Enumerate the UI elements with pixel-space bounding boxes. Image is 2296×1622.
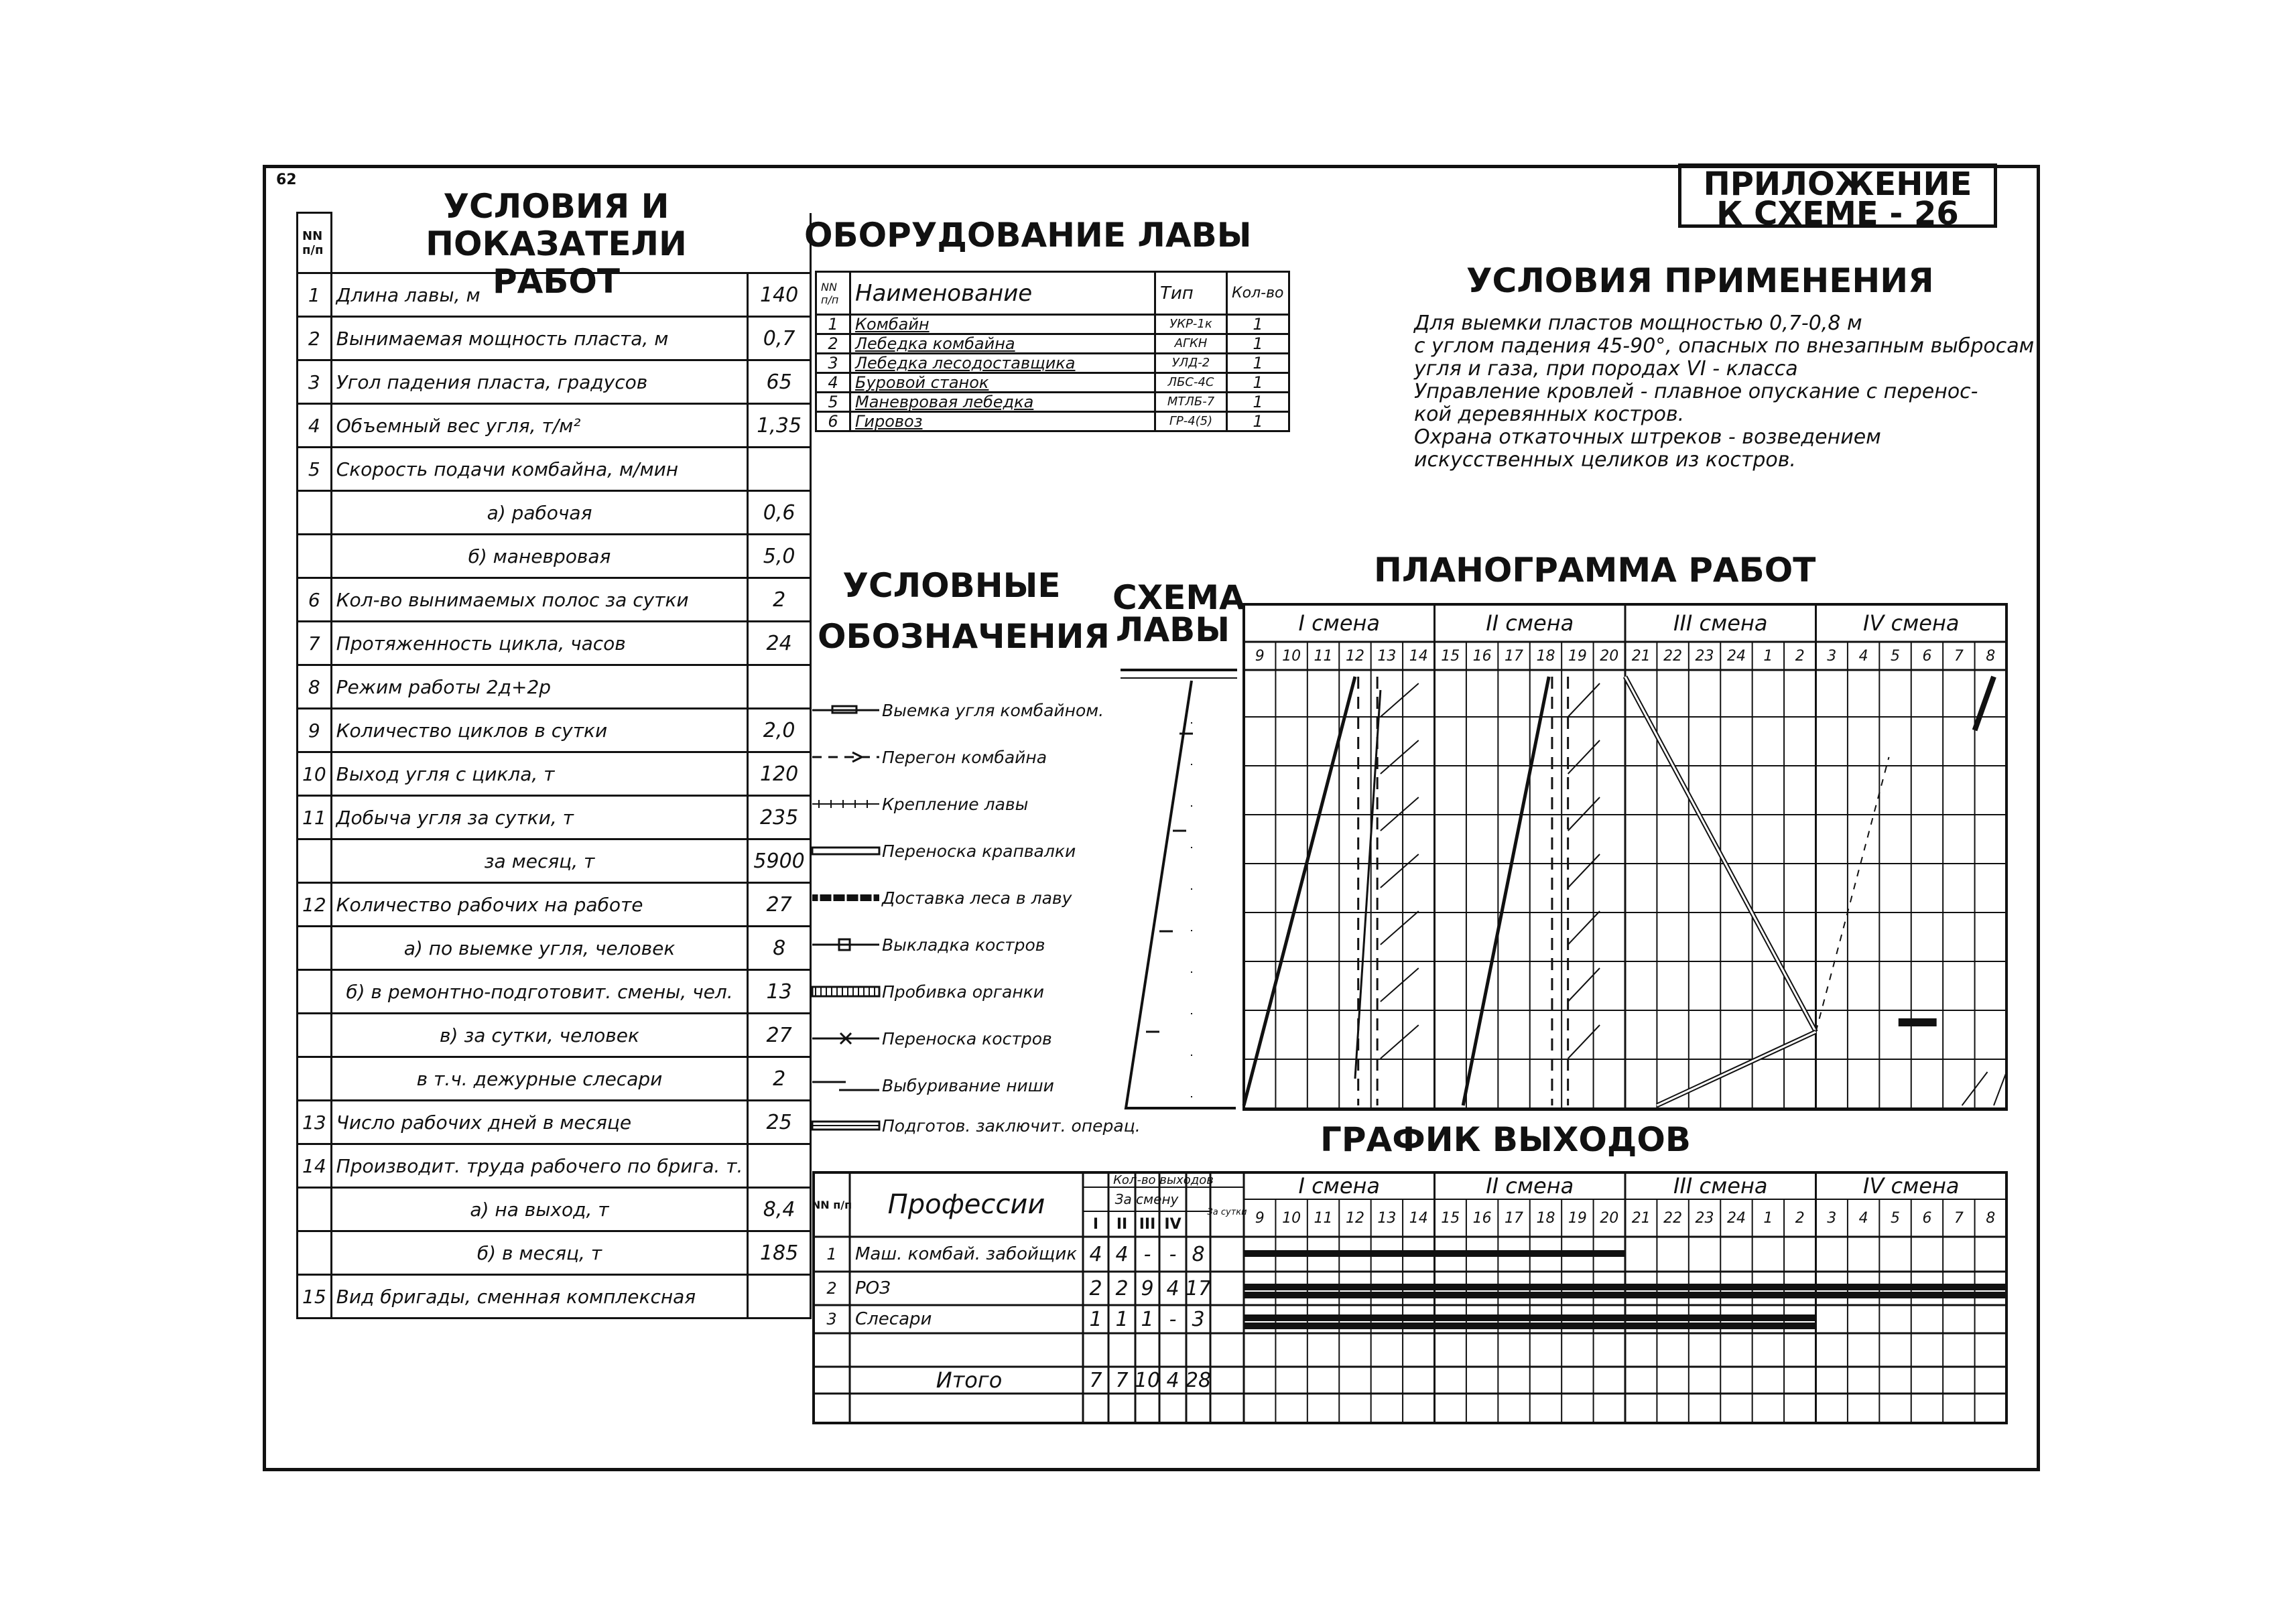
condition-label: Кол-во вынимаемых полос за сутки bbox=[331, 578, 748, 622]
planogram-hour: 5 bbox=[1891, 647, 1901, 665]
equipment-type: ГР-4(5) bbox=[1155, 412, 1227, 431]
condition-label: а) на выход, т bbox=[331, 1188, 748, 1231]
condition-number: 6 bbox=[298, 578, 332, 622]
planogram-hour: 17 bbox=[1505, 647, 1524, 665]
equipment-n: 5 bbox=[816, 393, 850, 412]
condition-value: 13 bbox=[748, 970, 811, 1014]
planogram-hour: 18 bbox=[1536, 647, 1555, 665]
condition-label: Длина лавы, м bbox=[331, 273, 748, 317]
planogram-hour: 14 bbox=[1409, 647, 1428, 665]
attendance-row-s2: 4 bbox=[1115, 1242, 1129, 1266]
condition-label: Протяженность цикла, часов bbox=[331, 622, 748, 665]
attendance-hour: 2 bbox=[1795, 1209, 1805, 1227]
planogram-hour: 9 bbox=[1255, 647, 1265, 665]
attendance-hour: 18 bbox=[1536, 1209, 1555, 1227]
condition-number: 3 bbox=[298, 360, 332, 404]
condition-label: Выход угля с цикла, т bbox=[331, 752, 748, 796]
attendance-row-profession: Итого bbox=[936, 1367, 1003, 1393]
equipment-name: Комбайн bbox=[850, 315, 1155, 334]
condition-number: 11 bbox=[298, 796, 332, 839]
planogram-hour: 20 bbox=[1600, 647, 1619, 665]
condition-value: 2,0 bbox=[748, 709, 811, 752]
condition-number: 2 bbox=[298, 317, 332, 360]
attendance-hour: 6 bbox=[1922, 1209, 1932, 1227]
attendance-shift-col: III bbox=[1139, 1215, 1156, 1233]
legend-item-label: Подготов. заключит. операц. bbox=[882, 1116, 1141, 1136]
application-line: Управление кровлей - плавное опускание с перенос- bbox=[1414, 380, 1978, 403]
equipment-type: УЛД-2 bbox=[1155, 354, 1227, 373]
planogram-hour: 19 bbox=[1568, 647, 1587, 665]
planogram-hour: 3 bbox=[1827, 647, 1837, 665]
conditions-title-line2: РАБОТ bbox=[492, 262, 621, 301]
planogram-title: ПЛАНОГРАММА РАБОТ bbox=[1374, 551, 1816, 590]
condition-label: за месяц, т bbox=[331, 839, 748, 883]
page-number: 62 bbox=[276, 172, 297, 188]
planogram-hour: 12 bbox=[1345, 647, 1364, 665]
attendance-hour: 11 bbox=[1314, 1209, 1333, 1227]
appendix-line2: К СХЕМЕ - 26 bbox=[1716, 195, 1959, 232]
equipment-header-name: Наименование bbox=[850, 272, 1155, 315]
conditions-title-line1: УСЛОВИЯ И ПОКАЗАТЕЛИ bbox=[426, 187, 687, 263]
condition-label: Добыча угля за сутки, т bbox=[331, 796, 748, 839]
planogram-hour: 22 bbox=[1663, 647, 1683, 665]
legend-item-label: Перегон комбайна bbox=[882, 747, 1047, 767]
condition-label: Режим работы 2д+2р bbox=[331, 665, 748, 709]
attendance-hour: 13 bbox=[1377, 1209, 1397, 1227]
condition-value: 235 bbox=[748, 796, 811, 839]
attendance-row-s1: 7 bbox=[1089, 1368, 1102, 1392]
appendix-line1: ПРИЛОЖЕНИЕ bbox=[1703, 165, 1972, 203]
condition-value: 0,7 bbox=[748, 317, 811, 360]
legend-item-label: Переноска крапвалки bbox=[882, 841, 1076, 861]
attendance-row-total: 3 bbox=[1192, 1307, 1205, 1331]
condition-number: 12 bbox=[298, 883, 332, 927]
legend-item-label: Выкладка костров bbox=[882, 935, 1045, 955]
attendance-row-num: 3 bbox=[826, 1310, 837, 1329]
planogram-hour: 8 bbox=[1986, 647, 1996, 665]
condition-value: 140 bbox=[748, 273, 811, 317]
attendance-hour: 21 bbox=[1631, 1209, 1651, 1227]
equipment-type: МТЛБ-7 bbox=[1155, 393, 1227, 412]
attendance-hour: 1 bbox=[1763, 1209, 1773, 1227]
attendance-row-s4: 4 bbox=[1166, 1368, 1179, 1392]
equipment-n: 1 bbox=[816, 315, 850, 334]
equipment-header-n: NN п/п bbox=[816, 272, 850, 315]
condition-value: 0,6 bbox=[748, 491, 811, 535]
scheme-title-line1: СХЕМА bbox=[1112, 578, 1245, 617]
attendance-hour: 7 bbox=[1954, 1209, 1964, 1227]
condition-label: Вынимаемая мощность пласта, м bbox=[331, 317, 748, 360]
planogram-hour: 24 bbox=[1726, 647, 1746, 665]
legend-item-label: Выемка угля комбайном. bbox=[882, 700, 1104, 720]
condition-value: 25 bbox=[748, 1101, 811, 1144]
attendance-row-s1: 1 bbox=[1089, 1307, 1102, 1331]
equipment-title: ОБОРУДОВАНИЕ ЛАВЫ bbox=[804, 216, 1252, 255]
attendance-hour: 23 bbox=[1695, 1209, 1714, 1227]
attendance-hour: 16 bbox=[1472, 1209, 1492, 1227]
equipment-header-type: Тип bbox=[1155, 272, 1227, 315]
legend-item-label: Крепление лавы bbox=[882, 794, 1029, 814]
attendance-header-per-shift: За смену bbox=[1114, 1191, 1179, 1207]
planogram-shift-header: III смена bbox=[1673, 610, 1768, 636]
application-line: Охрана откаточных штреков - возведением bbox=[1414, 425, 1881, 449]
legend-item-label: Доставка леса в лаву bbox=[882, 888, 1072, 908]
planogram-shift-header: I смена bbox=[1298, 610, 1381, 636]
equipment-name: Лебедка лесодоставщика bbox=[850, 354, 1155, 373]
attendance-hour: 3 bbox=[1827, 1209, 1837, 1227]
legend-item-label: Переноска костров bbox=[882, 1028, 1052, 1049]
planogram-hour: 10 bbox=[1282, 647, 1301, 665]
attendance-row-profession: Слесари bbox=[855, 1309, 932, 1329]
attendance-row-total: 28 bbox=[1185, 1368, 1212, 1392]
attendance-shift-header: I смена bbox=[1298, 1173, 1381, 1199]
application-line: угля и газа, при породах VI - класса bbox=[1414, 357, 1798, 381]
attendance-header-num: NN п/п bbox=[811, 1198, 852, 1211]
condition-value: 5,0 bbox=[748, 535, 811, 578]
attendance-title: ГРАФИК ВЫХОДОВ bbox=[1320, 1120, 1692, 1159]
condition-value: 27 bbox=[748, 883, 811, 927]
scheme-title-line2: ЛАВЫ bbox=[1115, 610, 1230, 649]
attendance-row-s3: 1 bbox=[1141, 1307, 1154, 1331]
application-line: с углом падения 45-90°, опасных по внезапным выбросам bbox=[1414, 334, 2035, 358]
equipment-type: ЛБС-4С bbox=[1155, 373, 1227, 393]
condition-number: 4 bbox=[298, 404, 332, 448]
planogram-hour: 1 bbox=[1763, 647, 1773, 665]
attendance-row-num bbox=[814, 1367, 850, 1394]
legend-item-label: Пробивка органки bbox=[882, 982, 1045, 1002]
attendance-hour: 24 bbox=[1726, 1209, 1746, 1227]
condition-number: 13 bbox=[298, 1101, 332, 1144]
attendance-row-s2: 2 bbox=[1115, 1276, 1129, 1300]
equipment-name: Гировоз bbox=[850, 412, 1155, 431]
attendance-hour: 22 bbox=[1663, 1209, 1683, 1227]
attendance-shift-header: III смена bbox=[1673, 1173, 1768, 1199]
application-title: УСЛОВИЯ ПРИМЕНЕНИЯ bbox=[1466, 261, 1934, 300]
condition-value: 8,4 bbox=[748, 1188, 811, 1231]
condition-number: 9 bbox=[298, 709, 332, 752]
attendance-hour: 14 bbox=[1409, 1209, 1428, 1227]
planogram-hour: 2 bbox=[1795, 647, 1805, 665]
attendance-hour: 15 bbox=[1441, 1209, 1460, 1227]
planogram-hour: 11 bbox=[1314, 647, 1333, 665]
equipment-header-qty: Кол-во bbox=[1227, 272, 1289, 315]
planogram-shift-header: IV смена bbox=[1863, 610, 1960, 636]
planogram-hour: 13 bbox=[1377, 647, 1397, 665]
application-line: Для выемки пластов мощностью 0,7-0,8 м bbox=[1414, 312, 1862, 335]
equipment-qty: 1 bbox=[1227, 354, 1289, 373]
condition-number: 5 bbox=[298, 448, 332, 491]
attendance-row-total: 17 bbox=[1185, 1276, 1212, 1300]
equipment-qty: 1 bbox=[1227, 334, 1289, 354]
planogram-hour: 7 bbox=[1954, 647, 1964, 665]
condition-label: Угол падения пласта, градусов bbox=[331, 360, 748, 404]
condition-label: б) маневровая bbox=[331, 535, 748, 578]
application-line: кой деревянных костров. bbox=[1414, 403, 1685, 426]
condition-label: в) за сутки, человек bbox=[331, 1014, 748, 1057]
equipment-qty: 1 bbox=[1227, 393, 1289, 412]
planogram-shift-header: II смена bbox=[1486, 610, 1574, 636]
application-line: искусственных целиков из костров. bbox=[1414, 448, 1796, 472]
equipment-name: Маневровая лебедка bbox=[850, 393, 1155, 412]
condition-number: 15 bbox=[298, 1275, 332, 1319]
condition-value: 27 bbox=[748, 1014, 811, 1057]
condition-number: 10 bbox=[298, 752, 332, 796]
condition-number: 8 bbox=[298, 665, 332, 709]
condition-label: Объемный вес угля, т/м² bbox=[331, 404, 748, 448]
condition-value: 8 bbox=[748, 927, 811, 970]
equipment-n: 4 bbox=[816, 373, 850, 393]
attendance-row-s3: 9 bbox=[1141, 1276, 1154, 1300]
condition-value: 24 bbox=[748, 622, 811, 665]
condition-label: Вид бригады, сменная комплексная bbox=[331, 1275, 748, 1319]
condition-value: 65 bbox=[748, 360, 811, 404]
attendance-hour: 9 bbox=[1255, 1209, 1265, 1227]
attendance-header-profession: Профессии bbox=[887, 1189, 1045, 1220]
legend-title-line2: ОБОЗНАЧЕНИЯ bbox=[818, 617, 1110, 656]
equipment-qty: 1 bbox=[1227, 412, 1289, 431]
attendance-shift-header: IV смена bbox=[1863, 1173, 1960, 1199]
attendance-hour: 4 bbox=[1858, 1209, 1868, 1227]
condition-label: Количество рабочих на работе bbox=[331, 883, 748, 927]
condition-number: 1 bbox=[298, 273, 332, 317]
condition-value: 120 bbox=[748, 752, 811, 796]
planogram-hour: 6 bbox=[1922, 647, 1932, 665]
attendance-row-s4: 4 bbox=[1166, 1276, 1179, 1300]
attendance-row-s3: - bbox=[1143, 1242, 1151, 1266]
condition-number: 7 bbox=[298, 622, 332, 665]
condition-value: 2 bbox=[748, 1057, 811, 1101]
attendance-row-s1: 4 bbox=[1089, 1242, 1102, 1266]
attendance-shift-col: II bbox=[1116, 1215, 1128, 1233]
attendance-row-s2: 1 bbox=[1115, 1307, 1129, 1331]
condition-value: 1,35 bbox=[748, 404, 811, 448]
attendance-row-s3: 10 bbox=[1134, 1368, 1161, 1392]
legend-item-label: Выбуривание ниши bbox=[882, 1075, 1054, 1095]
planogram-hour: 15 bbox=[1441, 647, 1460, 665]
equipment-n: 3 bbox=[816, 354, 850, 373]
condition-number: 14 bbox=[298, 1144, 332, 1188]
attendance-row-num: 1 bbox=[826, 1245, 837, 1264]
equipment-n: 6 bbox=[816, 412, 850, 431]
condition-value: 5900 bbox=[748, 839, 811, 883]
equipment-name: Буровой станок bbox=[850, 373, 1155, 393]
attendance-shift-col: I bbox=[1092, 1215, 1099, 1233]
attendance-row-total: 8 bbox=[1192, 1242, 1205, 1266]
condition-label: а) по выемке угля, человек bbox=[331, 927, 748, 970]
attendance-row-profession: Маш. комбай. забойщик bbox=[855, 1244, 1077, 1264]
equipment-qty: 1 bbox=[1227, 315, 1289, 334]
condition-label: б) в месяц, т bbox=[331, 1231, 748, 1275]
condition-label: Производит. труда рабочего по брига. т. bbox=[331, 1144, 748, 1188]
attendance-hour: 8 bbox=[1986, 1209, 1996, 1227]
attendance-row-s1: 2 bbox=[1089, 1276, 1102, 1300]
condition-label: Количество циклов в сутки bbox=[331, 709, 748, 752]
planogram-hour: 4 bbox=[1858, 647, 1868, 665]
attendance-header-per-day: За сутки bbox=[1207, 1207, 1247, 1217]
face-scheme bbox=[1121, 670, 1237, 1108]
attendance-row-profession: РОЗ bbox=[855, 1278, 891, 1298]
attendance-hour: 12 bbox=[1345, 1209, 1364, 1227]
attendance-hour: 17 bbox=[1505, 1209, 1524, 1227]
equipment-name: Лебедка комбайна bbox=[850, 334, 1155, 354]
planogram-hour: 16 bbox=[1472, 647, 1492, 665]
attendance-hour: 19 bbox=[1568, 1209, 1587, 1227]
equipment-type: АГКН bbox=[1155, 334, 1227, 354]
equipment-type: УКР-1к bbox=[1155, 315, 1227, 334]
conditions-header-num: NN п/п bbox=[298, 213, 332, 273]
condition-label: б) в ремонтно-подготовит. смены, чел. bbox=[331, 970, 748, 1014]
condition-label: а) рабочая bbox=[331, 491, 748, 535]
attendance-row-s4: - bbox=[1169, 1242, 1177, 1266]
condition-label: в т.ч. дежурные слесари bbox=[331, 1057, 748, 1101]
attendance-hour: 20 bbox=[1600, 1209, 1619, 1227]
attendance-row-num: 2 bbox=[826, 1279, 837, 1298]
attendance-row-s2: 7 bbox=[1115, 1368, 1129, 1392]
condition-value: 185 bbox=[748, 1231, 811, 1275]
attendance-shift-header: II смена bbox=[1486, 1173, 1574, 1199]
attendance-row-s4: - bbox=[1169, 1307, 1177, 1331]
condition-label: Скорость подачи комбайна, м/мин bbox=[331, 448, 748, 491]
equipment-n: 2 bbox=[816, 334, 850, 354]
attendance-hour: 10 bbox=[1282, 1209, 1301, 1227]
attendance-shift-col: IV bbox=[1164, 1215, 1182, 1233]
planogram-hour: 23 bbox=[1695, 647, 1714, 665]
condition-value: 2 bbox=[748, 578, 811, 622]
equipment-qty: 1 bbox=[1227, 373, 1289, 393]
attendance-hour: 5 bbox=[1891, 1209, 1901, 1227]
attendance-header-count: Кол-во выходов bbox=[1113, 1172, 1214, 1187]
condition-label: Число рабочих дней в месяце bbox=[331, 1101, 748, 1144]
planogram-hour: 21 bbox=[1631, 647, 1651, 665]
legend-title-line1: УСЛОВНЫЕ bbox=[842, 566, 1061, 605]
